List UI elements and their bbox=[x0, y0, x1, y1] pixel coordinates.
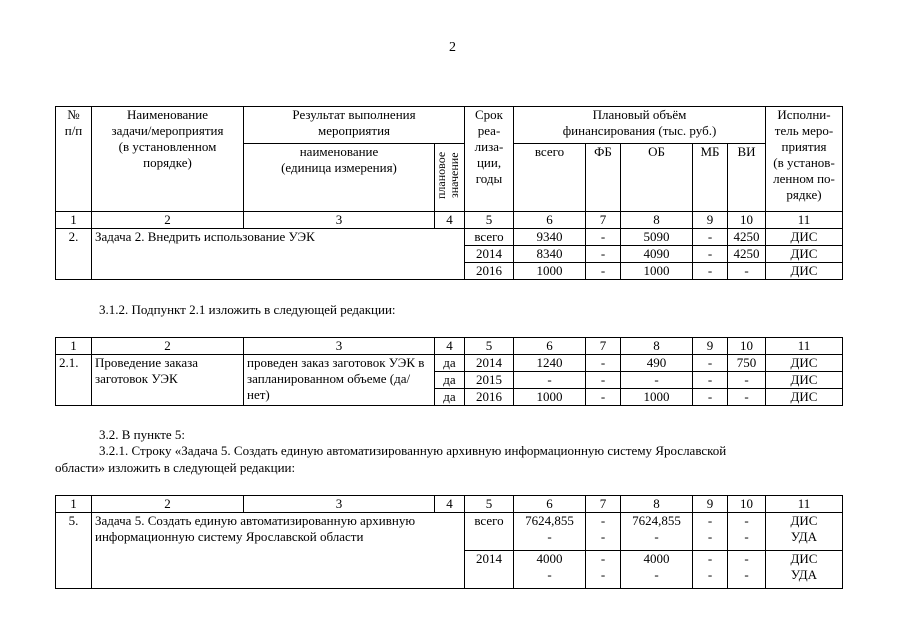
row-mb: - bbox=[693, 389, 728, 406]
row-value: да bbox=[435, 372, 465, 389]
header-task: Наименование задачи/мероприятия (в установленном порядке) bbox=[92, 107, 244, 212]
row-total: 8340 bbox=[514, 246, 586, 263]
row-ob: - bbox=[621, 372, 693, 389]
header-ob: ОБ bbox=[621, 144, 693, 212]
row-mb: - bbox=[693, 229, 728, 246]
row-result: проведен заказ заготовок УЭК в запланированном объеме (да/нет) bbox=[244, 355, 435, 406]
row-total: 7624,855 - bbox=[514, 513, 586, 551]
col-number: 4 bbox=[435, 496, 465, 513]
col-number: 4 bbox=[435, 212, 465, 229]
row-ob: 4090 bbox=[621, 246, 693, 263]
plan-table-task-2 bbox=[55, 106, 843, 280]
row-vi: - - bbox=[728, 513, 766, 551]
column-numbers-row bbox=[56, 212, 843, 229]
row-vi: 4250 bbox=[728, 246, 766, 263]
col-number: 9 bbox=[693, 338, 728, 355]
header-financing: Плановый объём финансирования (тыс. руб.) bbox=[514, 107, 766, 144]
row-fb: - bbox=[586, 389, 621, 406]
row-total: 1240 bbox=[514, 355, 586, 372]
col-number: 1 bbox=[56, 496, 92, 513]
header-mb: МБ bbox=[693, 144, 728, 212]
row-fb: - bbox=[586, 372, 621, 389]
row-total: - bbox=[514, 372, 586, 389]
row-mb: - bbox=[693, 372, 728, 389]
plan-table-task-5 bbox=[55, 495, 843, 589]
col-number: 10 bbox=[728, 496, 766, 513]
row-exec: ДИС bbox=[766, 246, 843, 263]
col-number: 2 bbox=[92, 496, 244, 513]
paragraph-3-2: 3.2. В пункте 5: bbox=[99, 427, 186, 442]
paragraph-3-2-1-line1: 3.2.1. Строку «Задача 5. Создать единую автоматизированную архивную информационную систему Ярославской bbox=[99, 443, 727, 458]
col-number: 3 bbox=[244, 496, 435, 513]
col-number: 11 bbox=[766, 212, 843, 229]
col-number: 7 bbox=[586, 496, 621, 513]
col-number: 7 bbox=[586, 338, 621, 355]
row-mb: - bbox=[693, 355, 728, 372]
col-number: 11 bbox=[766, 496, 843, 513]
row-num: 5. bbox=[56, 513, 92, 589]
col-number: 5 bbox=[465, 338, 514, 355]
row-fb: - - bbox=[586, 551, 621, 589]
row-vi: - bbox=[728, 263, 766, 280]
plan-table-item-2-1 bbox=[55, 337, 843, 406]
row-value: да bbox=[435, 389, 465, 406]
header-total: всего bbox=[514, 144, 586, 212]
table-row bbox=[56, 229, 843, 246]
row-vi: 750 bbox=[728, 355, 766, 372]
col-number: 3 bbox=[244, 338, 435, 355]
row-task: Задача 2. Внедрить использование УЭК bbox=[92, 229, 465, 280]
row-term: всего bbox=[465, 229, 514, 246]
row-term: 2015 bbox=[465, 372, 514, 389]
row-mb: - - bbox=[693, 551, 728, 589]
paragraph-3-1-2: 3.1.2. Подпункт 2.1 изложить в следующей редакции: bbox=[99, 302, 396, 317]
row-ob: 7624,855 - bbox=[621, 513, 693, 551]
row-ob: 1000 bbox=[621, 263, 693, 280]
header-result-name: наименование (единица измерения) bbox=[244, 144, 435, 212]
row-mb: - - bbox=[693, 513, 728, 551]
row-fb: - bbox=[586, 355, 621, 372]
col-number: 1 bbox=[56, 212, 92, 229]
table-row bbox=[56, 513, 843, 551]
row-term: 2016 bbox=[465, 389, 514, 406]
col-number: 8 bbox=[621, 212, 693, 229]
header-num: № п/п bbox=[56, 107, 92, 212]
row-exec: ДИС bbox=[766, 372, 843, 389]
row-vi: 4250 bbox=[728, 229, 766, 246]
row-fb: - bbox=[586, 229, 621, 246]
col-number: 5 bbox=[465, 212, 514, 229]
col-number: 10 bbox=[728, 338, 766, 355]
row-exec: ДИС bbox=[766, 355, 843, 372]
col-number: 11 bbox=[766, 338, 843, 355]
row-task: Задача 5. Создать единую автоматизированную архивную информационную систему Ярославской области bbox=[92, 513, 465, 589]
col-number: 2 bbox=[92, 212, 244, 229]
col-number: 10 bbox=[728, 212, 766, 229]
col-number: 5 bbox=[465, 496, 514, 513]
row-exec: ДИС bbox=[766, 263, 843, 280]
row-fb: - - bbox=[586, 513, 621, 551]
col-number: 9 bbox=[693, 212, 728, 229]
row-num: 2. bbox=[56, 229, 92, 280]
row-term: 2014 bbox=[465, 551, 514, 589]
row-total: 1000 bbox=[514, 389, 586, 406]
row-term: всего bbox=[465, 513, 514, 551]
row-vi: - bbox=[728, 389, 766, 406]
row-mb: - bbox=[693, 246, 728, 263]
col-number: 8 bbox=[621, 338, 693, 355]
header-fb: ФБ bbox=[586, 144, 621, 212]
col-number: 1 bbox=[56, 338, 92, 355]
row-ob: 1000 bbox=[621, 389, 693, 406]
row-term: 2016 bbox=[465, 263, 514, 280]
row-exec: ДИС bbox=[766, 389, 843, 406]
row-mb: - bbox=[693, 263, 728, 280]
col-number: 7 bbox=[586, 212, 621, 229]
row-exec: ДИС УДА bbox=[766, 551, 843, 589]
row-num: 2.1. bbox=[56, 355, 92, 406]
column-numbers-row bbox=[56, 496, 843, 513]
header-term: Срок реа- лиза- ции, годы bbox=[465, 107, 514, 212]
col-number: 8 bbox=[621, 496, 693, 513]
row-vi: - - bbox=[728, 551, 766, 589]
header-executor: Исполни- тель меро- приятия (в установ- ленном по- рядке) bbox=[766, 107, 843, 212]
col-number: 9 bbox=[693, 496, 728, 513]
row-exec: ДИС УДА bbox=[766, 513, 843, 551]
row-vi: - bbox=[728, 372, 766, 389]
header-vi: ВИ bbox=[728, 144, 766, 212]
row-total: 9340 bbox=[514, 229, 586, 246]
col-number: 6 bbox=[514, 338, 586, 355]
row-total: 1000 bbox=[514, 263, 586, 280]
header-result: Результат выполнения мероприятия bbox=[244, 107, 465, 144]
row-term: 2014 bbox=[465, 246, 514, 263]
column-numbers-row bbox=[56, 338, 843, 355]
row-ob: 4000 - bbox=[621, 551, 693, 589]
page-number: 2 bbox=[449, 40, 456, 55]
table-row bbox=[56, 355, 843, 372]
row-fb: - bbox=[586, 246, 621, 263]
row-total: 4000 - bbox=[514, 551, 586, 589]
row-task: Проведение заказа заготовок УЭК bbox=[92, 355, 244, 406]
row-ob: 490 bbox=[621, 355, 693, 372]
col-number: 3 bbox=[244, 212, 435, 229]
paragraph-3-2-1-line2: области» изложить в следующей редакции: bbox=[55, 460, 296, 475]
col-number: 4 bbox=[435, 338, 465, 355]
col-number: 6 bbox=[514, 212, 586, 229]
row-exec: ДИС bbox=[766, 229, 843, 246]
col-number: 6 bbox=[514, 496, 586, 513]
row-value: да bbox=[435, 355, 465, 372]
row-fb: - bbox=[586, 263, 621, 280]
col-number: 2 bbox=[92, 338, 244, 355]
row-ob: 5090 bbox=[621, 229, 693, 246]
row-term: 2014 bbox=[465, 355, 514, 372]
header-planned-value: плановое значение bbox=[434, 151, 461, 199]
